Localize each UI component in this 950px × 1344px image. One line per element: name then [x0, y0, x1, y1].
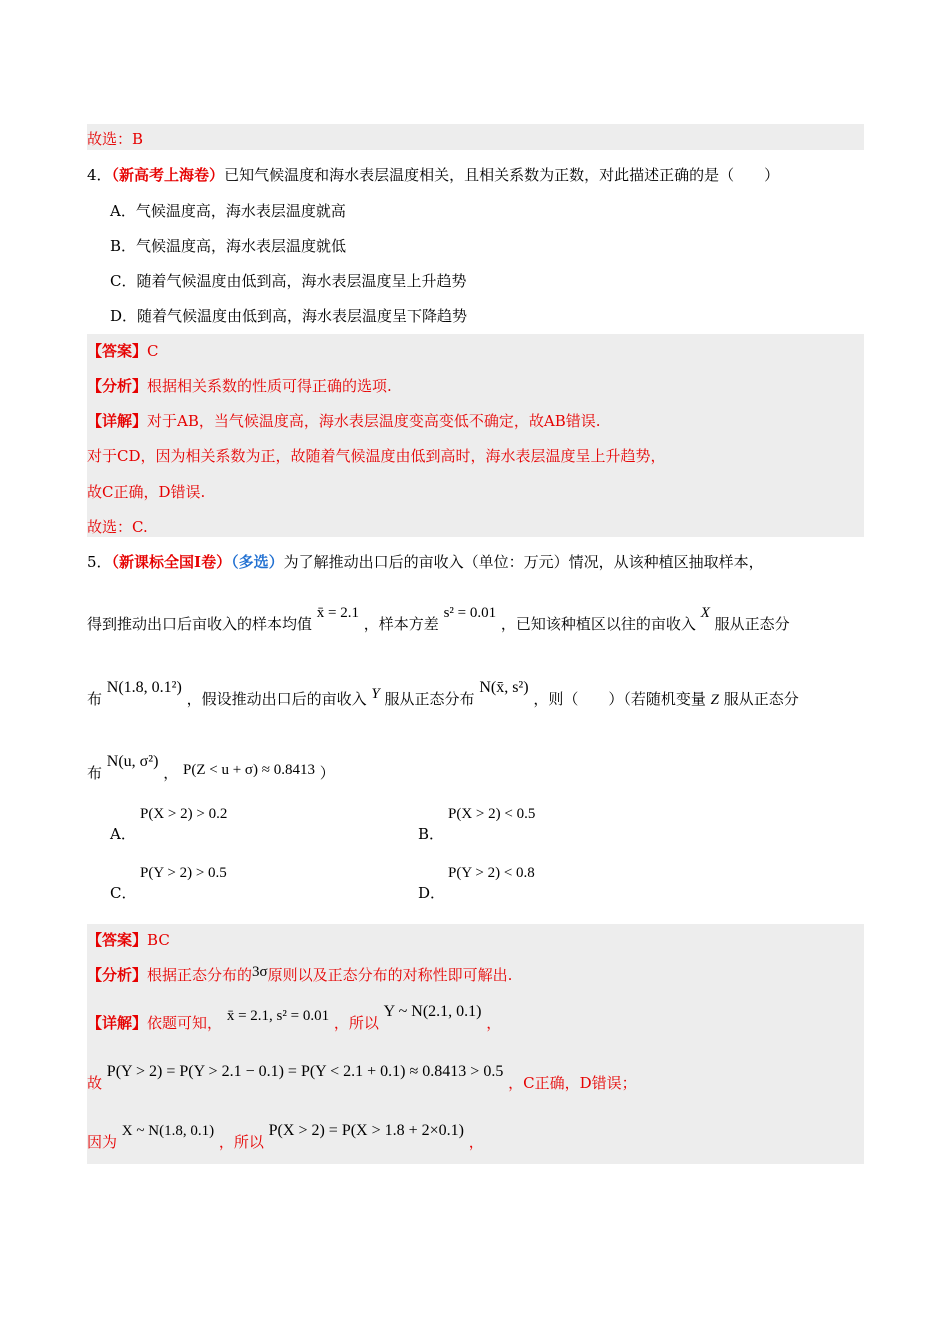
math-prob-y-derivation: P(Y > 2) = P(Y > 2.1 − 0.1) = P(Y < 2.1 + 0.1) ≈ 0.8413 > 0.5 [106, 1063, 504, 1080]
q5-tag: （多选） [231, 553, 284, 571]
q4-source: （新高考上海卷） [111, 166, 225, 184]
q5-analysis: 【分析】根据正态分布的3σ原则以及正态分布的对称性即可解出. [87, 964, 513, 984]
q5-option-d: P(Y > 2) < 0.8 D． [418, 865, 535, 902]
q5-stem-line-2: 得到推动出口后亩收入的样本均值 x̄ = 2.1 ，样本方差 s² = 0.01 ，已知该种植区以往的亩收入 X 服从正态分 [87, 605, 790, 633]
q4-detail-1: 【详解】对于AB，当气候温度高，海水表层温度变高变低不确定，故AB错误. [87, 412, 601, 430]
math-y-distribution: Y ~ N(2.1, 0.1) [383, 1003, 482, 1020]
q5-stem-line-4: 布 N(u, σ²) ， P(Z < u + σ) ≈ 0.8413 ） [87, 753, 335, 782]
math-normal-x: N(1.8, 0.1²) [106, 679, 182, 696]
q4-option-d: D．随着气候温度由低到高，海水表层温度呈下降趋势 [110, 307, 468, 325]
q5-option-c: P(Y > 2) > 0.5 C． [110, 865, 227, 902]
q4-stem-line [87, 164, 779, 185]
q5-answer: 【答案】BC [87, 931, 170, 949]
q5-detail-2: 故 P(Y > 2) = P(Y > 2.1 − 0.1) = P(Y < 2.1 + 0.1) ≈ 0.8413 > 0.5 ，C正确，D错误； [87, 1063, 637, 1092]
math-normal-z: N(u, σ²) [106, 753, 159, 770]
q4-detail-4: 故选：C. [87, 518, 148, 536]
math-given-values: x̄ = 2.1, s² = 0.01 [226, 1008, 330, 1024]
q5-option-b: P(X > 2) < 0.5 B． [418, 806, 536, 843]
prev-answer-box [87, 124, 864, 150]
math-sample-mean: x̄ = 2.1 [316, 605, 360, 621]
q4-option-b: B．气候温度高，海水表层温度就低 [110, 237, 347, 255]
math-var-x: X [700, 605, 710, 621]
q5-option-a: P(X > 2) > 0.2 A． [110, 806, 228, 843]
q4-stem: 已知气候温度和海水表层温度相关，且相关系数为正数，对此描述正确的是（ ） [224, 166, 780, 184]
math-three-sigma: 3σ [252, 964, 268, 980]
math-var-y: Y [371, 686, 380, 702]
q5-detail-1: 【详解】依题可知， x̄ = 2.1, s² = 0.01 ，所以 Y ~ N(2.1, 0.1) ， [87, 1003, 502, 1032]
prev-conclusion: 故选：B [87, 130, 144, 148]
math-var-z: Z [710, 692, 719, 708]
math-sample-variance: s² = 0.01 [443, 605, 497, 621]
q4-option-c: C．随着气候温度由低到高，海水表层温度呈上升趋势 [110, 272, 467, 290]
q5-source: （新课标全国Ⅰ卷） [111, 553, 232, 571]
q4-number: 4． [87, 166, 112, 184]
math-x-distribution: X ~ N(1.8, 0.1) [121, 1123, 215, 1139]
math-normal-y: N(x̄, s²) [479, 679, 529, 696]
q5-detail-3: 因为 X ~ N(1.8, 0.1) ，所以 P(X > 2) = P(X > 1.8 + 2×0.1) ， [87, 1122, 484, 1151]
math-prob-condition: P(Z < u + σ) ≈ 0.8413 [183, 762, 315, 778]
math-prob-x-derivation: P(X > 2) = P(X > 1.8 + 2×0.1) [268, 1122, 464, 1139]
q4-option-a: A．气候温度高，海水表层温度就高 [110, 202, 346, 220]
q4-detail-3: 故C正确，D错误. [87, 483, 206, 501]
q4-detail-2: 对于CD，因为相关系数为正，故随着气候温度由低到高时，海水表层温度呈上升趋势， [87, 447, 666, 465]
q4-answer: 【答案】C [87, 342, 159, 360]
q4-answer-box [87, 334, 864, 537]
q4-analysis: 【分析】根据相关系数的性质可得正确的选项. [87, 377, 392, 395]
q5-stem-line-3: 布 N(1.8, 0.1²) ，假设推动出口后的亩收入 Y 服从正态分布 N(x̄, s²) ，则（ ）（若随机变量 Z 服从正态分 [87, 679, 799, 708]
q5-stem-line-1: 5．（新课标全国Ⅰ卷）（多选）为了解推动出口后的亩收入（单位：万元）情况，从该种植区抽取样本， [87, 553, 764, 571]
